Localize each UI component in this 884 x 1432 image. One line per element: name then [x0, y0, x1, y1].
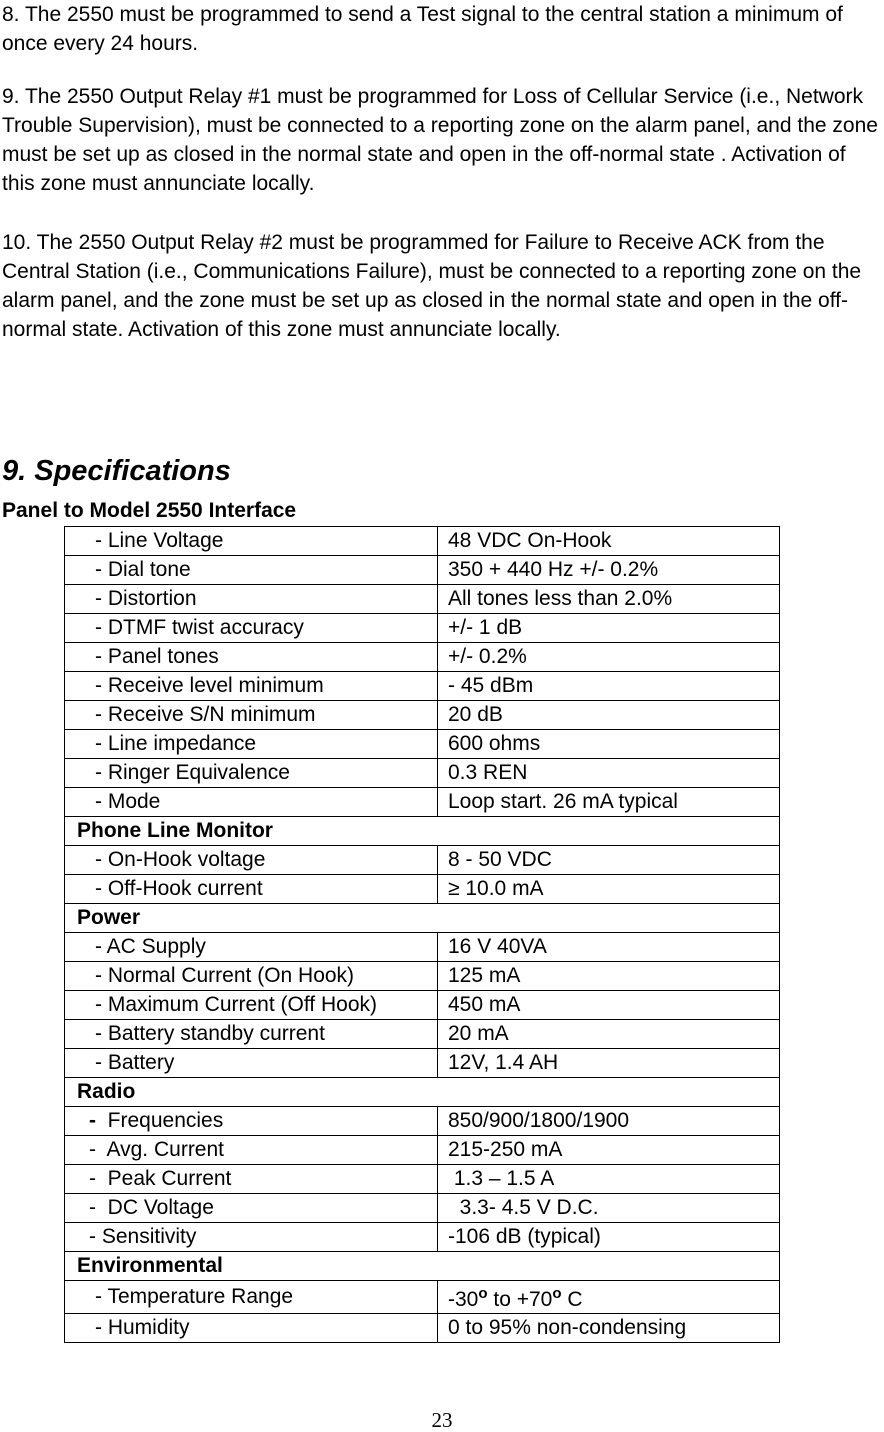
- spec-value: 215-250 mA: [438, 1136, 780, 1165]
- group-heading-power: Power: [65, 904, 780, 933]
- table-row: [65, 1049, 780, 1078]
- spec-label: - Battery standby current: [65, 1020, 438, 1049]
- table-row: [65, 527, 780, 556]
- spec-label: - Avg. Current: [65, 1136, 438, 1165]
- table-row: [65, 672, 780, 701]
- spec-value: 1.3 – 1.5 A: [438, 1165, 780, 1194]
- spec-label: - Normal Current (On Hook): [65, 962, 438, 991]
- spec-label: - Panel tones: [65, 643, 438, 672]
- spec-value: 450 mA: [438, 991, 780, 1020]
- specifications-table: [64, 526, 780, 1343]
- spec-label: - Receive level minimum: [65, 672, 438, 701]
- group-heading-radio: Radio: [65, 1078, 780, 1107]
- subsection-title: Panel to Model 2550 Interface: [2, 499, 297, 522]
- spec-label: - Sensitivity: [65, 1223, 438, 1252]
- spec-label: - AC Supply: [65, 933, 438, 962]
- table-row: [65, 1165, 780, 1194]
- group-header-row: [65, 817, 780, 846]
- degree-symbol: o: [478, 1285, 488, 1302]
- table-row: [65, 1020, 780, 1049]
- group-header-row: [65, 904, 780, 933]
- paragraph-item-9: 9. The 2550 Output Relay #1 must be programmed for Loss of Cellular Service (i.e., Network Trouble Supervision), must be connected to a reporting zone on the alarm panel, and the zone must be set up as closed in the normal state and open in the off-normal state . Activation of this zone must annunciate locally.: [2, 85, 878, 195]
- table-row: [65, 730, 780, 759]
- page-number: 23: [431, 1408, 453, 1432]
- spec-value: 16 V 40VA: [438, 933, 780, 962]
- section-title: 9. Specifications: [2, 455, 231, 487]
- table-row: [65, 1194, 780, 1223]
- spec-value: 48 VDC On-Hook: [438, 527, 780, 556]
- spec-label: - Battery: [65, 1049, 438, 1078]
- spec-value: 20 mA: [438, 1020, 780, 1049]
- table-row: [65, 614, 780, 643]
- temperature-to: to +70: [487, 1288, 553, 1311]
- spec-value: +/- 1 dB: [438, 614, 780, 643]
- spec-value-temperature: [438, 1281, 780, 1314]
- temperature-unit: C: [561, 1288, 583, 1311]
- spec-label: [65, 1107, 438, 1136]
- spec-label: - On-Hook voltage: [65, 846, 438, 875]
- spec-label: - DTMF twist accuracy: [65, 614, 438, 643]
- paragraph-item-10: 10. The 2550 Output Relay #2 must be programmed for Failure to Receive ACK from the Central Station (i.e., Communications Failure), must be connected to a reporting zone on the alarm panel, and the zone must be set up as closed in the normal state and open in the off-normal state. Activation of this zone must annunciate locally.: [2, 231, 862, 341]
- spec-label: - Temperature Range: [65, 1281, 438, 1314]
- spec-value: 350 + 440 Hz +/- 0.2%: [438, 556, 780, 585]
- spec-value: 0.3 REN: [438, 759, 780, 788]
- bullet-dash: -: [89, 1109, 96, 1132]
- table-row: [65, 1107, 780, 1136]
- table-row: [65, 1223, 780, 1252]
- spec-value: 125 mA: [438, 962, 780, 991]
- spec-label: - Line Voltage: [65, 527, 438, 556]
- spec-value: 12V, 1.4 AH: [438, 1049, 780, 1078]
- table-row: [65, 1136, 780, 1165]
- spec-label: - Receive S/N minimum: [65, 701, 438, 730]
- group-header-row: [65, 1252, 780, 1281]
- spec-value: 20 dB: [438, 701, 780, 730]
- spec-value: 3.3- 4.5 V D.C.: [438, 1194, 780, 1223]
- table-row: [65, 1281, 780, 1314]
- spec-label: - Maximum Current (Off Hook): [65, 991, 438, 1020]
- spec-label-text: Frequencies: [96, 1109, 224, 1132]
- group-heading-environmental: Environmental: [65, 1252, 780, 1281]
- spec-value: ≥ 10.0 mA: [438, 875, 780, 904]
- spec-value: 850/900/1800/1900: [438, 1107, 780, 1136]
- table-row: [65, 846, 780, 875]
- spec-value: 8 - 50 VDC: [438, 846, 780, 875]
- table-row: [65, 585, 780, 614]
- degree-symbol: o: [552, 1285, 562, 1302]
- spec-label: - Distortion: [65, 585, 438, 614]
- spec-label: - Ringer Equivalence: [65, 759, 438, 788]
- spec-label: - DC Voltage: [65, 1194, 438, 1223]
- table-row: [65, 788, 780, 817]
- spec-value: +/- 0.2%: [438, 643, 780, 672]
- table-row: [65, 556, 780, 585]
- table-row: [65, 643, 780, 672]
- spec-value: Loop start. 26 mA typical: [438, 788, 780, 817]
- group-heading-phone-line-monitor: Phone Line Monitor: [65, 817, 780, 846]
- group-header-row: [65, 1078, 780, 1107]
- spec-label: - Humidity: [65, 1314, 438, 1343]
- spec-value: - 45 dBm: [438, 672, 780, 701]
- table-row: [65, 701, 780, 730]
- spec-label: - Dial tone: [65, 556, 438, 585]
- table-row: [65, 933, 780, 962]
- table-row: [65, 759, 780, 788]
- spec-label: - Mode: [65, 788, 438, 817]
- temperature-low: -30: [448, 1288, 479, 1311]
- table-row: [65, 875, 780, 904]
- spec-label: - Peak Current: [65, 1165, 438, 1194]
- table-row: [65, 1314, 780, 1343]
- spec-value: 600 ohms: [438, 730, 780, 759]
- paragraph-item-8: 8. The 2550 must be programmed to send a Test signal to the central station a minimum of once every 24 hours.: [2, 3, 843, 55]
- spec-value: All tones less than 2.0%: [438, 585, 780, 614]
- spec-value: 0 to 95% non-condensing: [438, 1314, 780, 1343]
- spec-label: - Line impedance: [65, 730, 438, 759]
- spec-label: - Off-Hook current: [65, 875, 438, 904]
- spec-value: -106 dB (typical): [438, 1223, 780, 1252]
- table-row: [65, 991, 780, 1020]
- table-row: [65, 962, 780, 991]
